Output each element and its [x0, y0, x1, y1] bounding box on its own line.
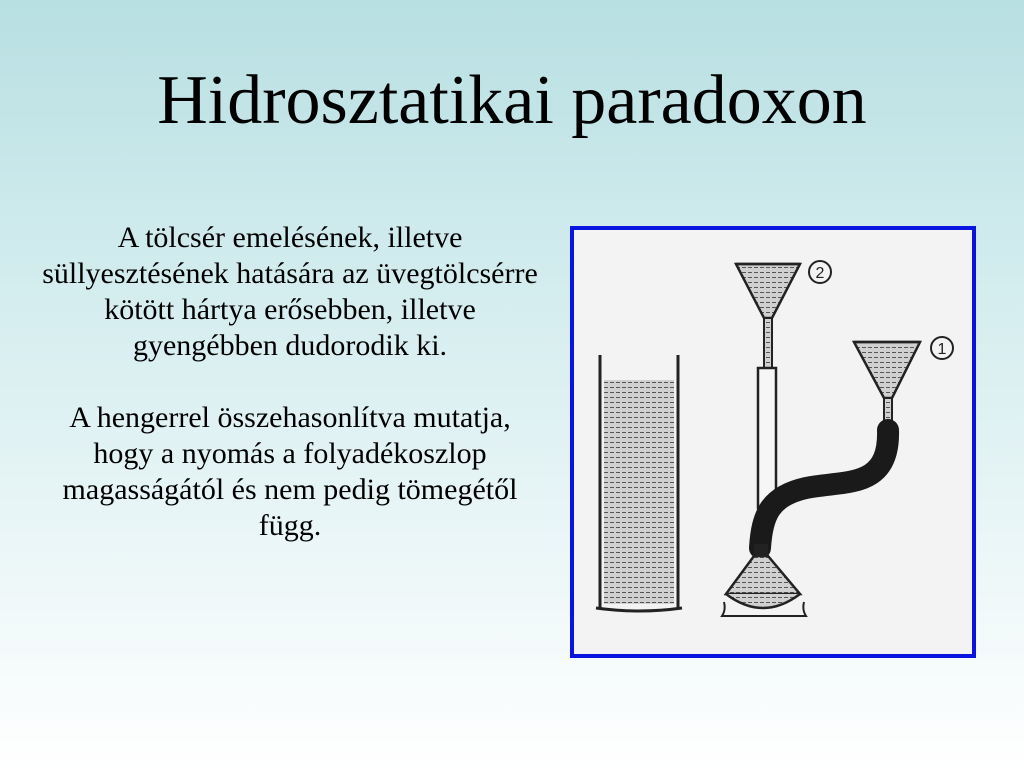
membrane-funnel: [722, 544, 806, 616]
rubber-hose: [760, 430, 888, 548]
funnel-1: [854, 342, 920, 398]
membrane-funnel-body: [726, 556, 800, 594]
label-1: 1: [937, 341, 947, 358]
label-2: 2: [815, 265, 825, 282]
glass-tube: [758, 368, 776, 508]
funnel-2-stem: [764, 318, 772, 368]
membrane: [726, 594, 800, 608]
cylinder: [596, 355, 682, 611]
figure-drawing: [574, 230, 972, 654]
cylinder-base: [596, 608, 682, 611]
funnel-2-assembly: [736, 261, 831, 508]
funnel-2: [736, 264, 800, 318]
figure-hydrostatic-paradox: [570, 226, 976, 658]
slide-title: Hidrosztatikai paradoxon: [157, 62, 867, 139]
text-column: [40, 220, 540, 544]
cylinder-liquid: [604, 380, 674, 604]
funnel-1-assembly: [854, 337, 953, 426]
paragraph-cylinder-comparison: A hengerrel összehasonlítva mutatja, hogy a nyomás a folyadékoszlop magasságától és nem pedig tömegétől függ.: [62, 401, 518, 542]
paragraph-funnel-effect: A tölcsér emelésének, illetve süllyesztésének hatására az üvegtölcsérre kötött hártya erősebben, illetve gyengébben dudorodik ki.: [42, 221, 538, 362]
